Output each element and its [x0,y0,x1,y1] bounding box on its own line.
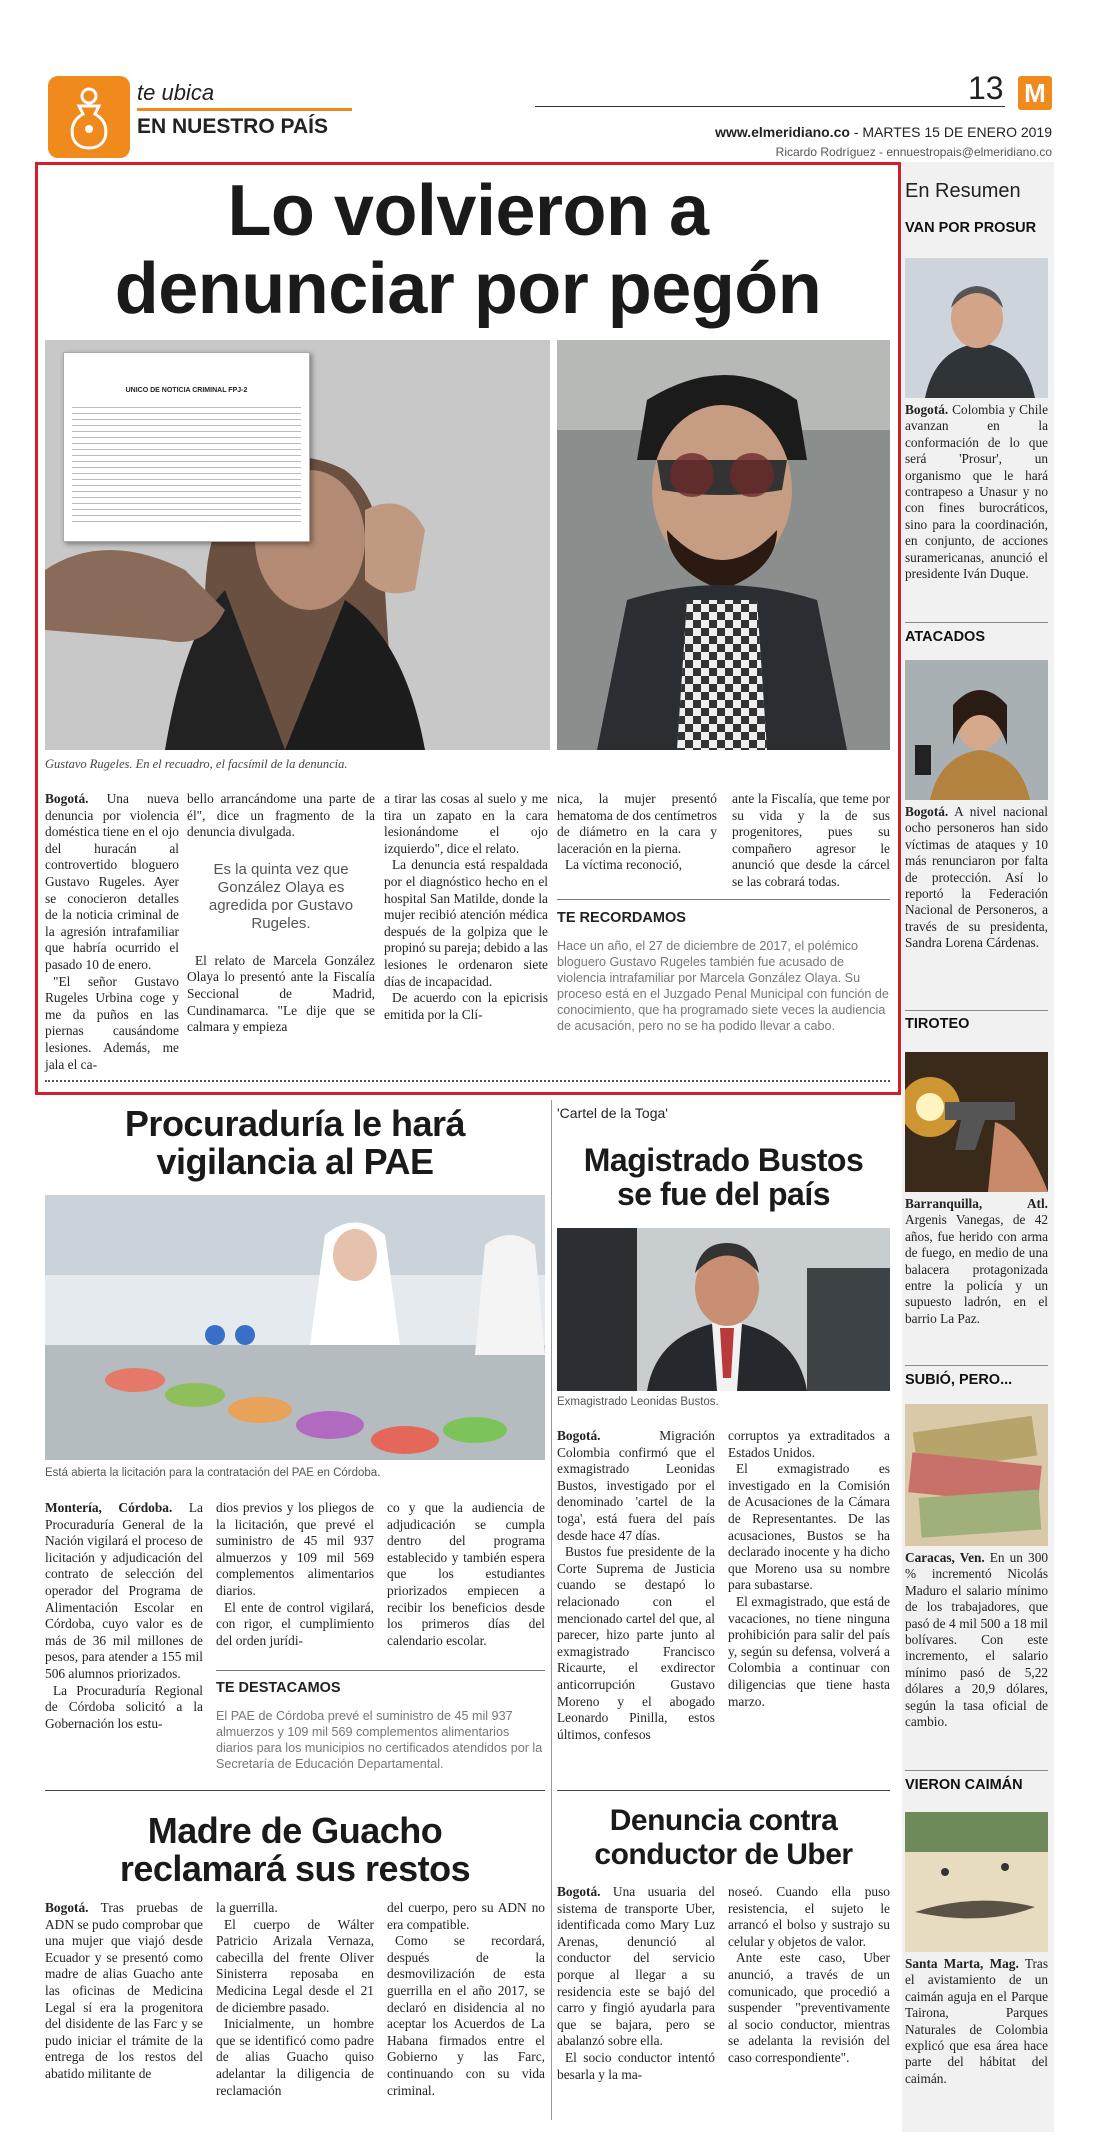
sidebar-rule-1 [905,622,1048,623]
bustos-headline [557,1143,890,1211]
uber-col2b-text: Ante este caso, Uber anunció, a través de un comunicado, que procedió a suspender "preventivamente al socio conductor, mientras se adelanta la revisión del caso correspondiente". [728,1950,890,2065]
guacho-headline [40,1812,550,1888]
bustos-dateline: Bogotá. [557,1428,601,1443]
guacho-dateline: Bogotá. [45,1900,89,1915]
uber-headline-line1: Denuncia contra [609,1804,838,1837]
main-col4b-text: La víctima reconoció, [565,857,683,873]
guacho-col2a-text: la guerrilla. [216,1900,278,1915]
pae-photo-caption: Está abierta la licitación para la contratación del PAE en Córdoba. [45,1467,381,1479]
sidebar-rule-2 [905,1010,1048,1011]
byline: Ricardo Rodríguez - ennuestropais@elmeridiano.co [775,145,1052,159]
pae-box-rule [216,1670,545,1671]
te-destacamos-title: TE DESTACAMOS [216,1680,341,1696]
uber-headline-line2: conductor de Uber [594,1838,853,1871]
main-col2b-text: El relato de Marcela González Olaya lo presentó ante la Fiscalía Seccional de Madrid, Cundinamarca. "Le dije que se calmara y empieza [187,952,375,1035]
pae-dateline: Montería, Córdoba. [45,1500,173,1515]
main-col-4 [557,791,717,874]
section-logo [48,76,130,158]
bustos-col2a-text: corruptos ya extraditados a Estados Unidos. [728,1428,890,1460]
bustos-photo-illustration [557,1228,890,1391]
main-col4a-text: nica, la mujer presentó hematoma de dos centímetros de diámetro en la cara y laceración en la pierna. [557,791,717,856]
sidebar-lead-subio: Caracas, Ven. [905,1550,985,1565]
sidebar-body-caiman: Tras el avistamiento de un caimán aguja en el Parque Tairona, Parques Naturales de Colombia explicó que esa área hace parte del hábitat del caimán. [905,1956,1048,2086]
money-photo-illustration [905,1404,1048,1546]
pae-bottom-rule [45,1790,545,1791]
pull-quote: Es la quinta vez que González Olaya es agredida por Gustavo Rugeles. [208,860,354,932]
main-col3c-text: De acuerdo con la epicrisis emitida por la Clí- [384,990,548,1022]
pae-col2a-text: dios previos y los pliegos de la licitación, que prevé el suministro de 45 mil 937 almuerzos y 109 mil 569 complementos alimentarios diarios. [216,1500,374,1598]
uber-dateline: Bogotá. [557,1884,601,1899]
uber-headline [557,1804,890,1872]
page-number: 13 [968,70,1004,106]
uber-col2a-text: noseó. Cuando ella puso resistencia, el sujeto le arrancó el bolso y sustrajo su celular y objetos de valor. [728,1884,890,1949]
brand-letter: M [1024,78,1046,108]
te-recordamos-title: TE RECORDAMOS [557,910,686,926]
pae-col-1 [45,1500,203,1732]
guacho-col-1 [45,1900,203,2083]
pae-photo [45,1195,545,1460]
sidebar-head-subio: SUBIÓ, PERO... [905,1372,1013,1388]
pae-headline-line2: vigilancia al PAE [156,1141,434,1182]
bustos-col-1 [557,1428,715,1743]
main-col2a-text: bello arrancándome una parte de él", dice un fragmento de la denuncia divulgada. [187,791,375,840]
caiman-photo [905,1812,1048,1952]
bustos-col2b-text: El exmagistrado es investigado en la Comisión de Acusaciones de la Cámara de Representantes. De las acusaciones, Bustos se ha declarado inocente y ha dicho que Moreno usa su nombre para subastarse. [728,1461,890,1593]
bustos-photo-caption: Exmagistrado Leonidas Bustos. [557,1396,719,1408]
sidebar-title: En Resumen [905,180,1021,202]
document-lines [72,402,301,522]
guacho-col-3 [387,1900,545,2099]
sidebar-text-caiman [905,1956,1048,2087]
rugeles-photo [557,340,890,750]
guacho-col-2 [216,1900,374,2099]
sidebar-head-prosur: VAN POR PROSUR [905,220,1037,236]
main-col-2 [187,791,375,1036]
sidebar-body-prosur: Colombia y Chile avanzan en la conformación de lo que será 'Prosur', un organismo que le hará contrapeso a Unasur y no con fines burocráticos, sino para la coordinación, en conjunto, de acciones suramericanas, anunció el presidente Iván Duque. [905,402,1048,582]
guacho-col3a-text: del cuerpo, pero su ADN no era compatible. [387,1900,545,1932]
column-divider [551,1100,552,2120]
sidebar-lead-caiman: Santa Marta, Mag. [905,1956,1019,1971]
bustos-photo [557,1228,890,1391]
uber-col1-text: Una usuaria del sistema de transporte Uber, identificada como Mary Luz Arenas, denunció al conductor del servicio porque al llegar a su residencia este se bajó del carro y fingió ayudarla para que se bajara, pero se abalanzó sobre ella. [557,1884,715,2049]
guacho-col2c-text: Inicialmente, un hombre que se identificó como padre de alias Guacho quiso adelantar la diligencia de reclamación [216,2016,374,2098]
uber-col-1 [557,1884,715,2083]
main-col3a-text: a tirar las cosas al suelo y me tira un zapato en la cara lesionándome el ojo izquierdo", dice el relato. [384,791,548,856]
main-col5a-text: ante la Fiscalía, que teme por su vida y la de sus progenitores, pues su compañero agresor le anunció que desde la cárcel se las cobrará todas. [732,791,890,889]
bustos-col1b-text: Bustos fue presidente de la Corte Suprema de Justicia cuando se destapó lo relacionado con el mencionado cartel del que, al parecer, hizo parte junto al exmagistrado Francisco Ricaurte, el exdirector anticorrupción Gustavo Moreno y el abogado Leonardo Pinilla, estos últimos, confesos [557,1544,715,1742]
pae-col2b-text: El ente de control vigilará, con rigor, el cumplimiento del orden jurídi- [216,1599,374,1648]
main-headline-line1: Lo volvieron a [227,171,709,251]
sidebar-text-tiroteo [905,1196,1048,1327]
sidebar-head-caiman: VIERON CAIMÁN [905,1777,1023,1793]
pae-col-2 [216,1500,374,1649]
sidebar-rule-3 [905,1365,1048,1366]
uber-col1b-text: El socio conductor intentó besarla y la ma- [557,2049,715,2082]
pae-col3a-text: co y que la audiencia de adjudicación se cumpla dentro del programa establecido y también espera que los estudiantes priorizados empiecen a recibir los beneficios desde los primeros días del calendario escolar. [387,1500,545,1648]
duque-photo [905,258,1048,398]
bustos-col-2 [728,1428,890,1710]
rugeles-photo-illustration [557,340,890,750]
main-col-3 [384,791,548,1023]
bustos-bottom-rule [557,1790,890,1791]
bustos-headline-line2: se fue del país [616,1176,831,1212]
main-col-5 [732,791,890,891]
victim-photo [45,340,550,750]
sidebar-text-subio [905,1550,1048,1730]
te-recordamos-text: Hace un año, el 27 de diciembre de 2017, el polémico bloguero Gustavo Rugeles también fue acusado de violencia intrafamiliar por Marcela González Olaya. Su proceso está en el Juzgado Penal Municipal con función de conocimiento, que ha programado siete veces la audiencia de acusación, pero no se ha podido llevar a cabo. [557,939,889,1033]
main-col3b-text: La denuncia está respaldada por el diagnóstico hecho en el hospital San Matilde, donde la mujer recibió atención médica después de la golpiza que le propinó su pareja; debido a las lesiones le ordenaron siete días de incapacidad. [384,857,548,989]
guacho-headline-line2: reclamará sus restos [119,1848,471,1889]
cardenas-photo-illustration [905,660,1048,800]
header-rule [535,106,1005,107]
duque-photo-illustration [905,258,1048,398]
website[interactable]: www.elmeridiano.co [715,124,850,140]
pae-col1-text: La Procuraduría General de la Nación vigilará el proceso de licitación y adjudicación del contrato de selección del operador del Programa de Alimentación Escolar en Córdoba, cuyo valor es de más de 36 mil millones de pesos, para atender a 155 mil 506 alumnos priorizados. [45,1500,203,1681]
section-divider [137,108,352,111]
gun-photo-illustration [905,1052,1048,1192]
date: - MARTES 15 DE ENERO 2019 [849,124,1052,140]
pae-col1b-text: La Procuraduría Regional de Córdoba solicitó a la Gobernación los estu- [45,1682,203,1731]
cardenas-photo [905,660,1048,800]
sidebar-lead-prosur: Bogotá. [905,402,949,417]
section-small: te ubica [137,80,215,105]
uber-col-2 [728,1884,890,2067]
sidebar-body-atacados: A nivel nacional ocho personeros han sido víctimas de ataques y 10 más renunciaron por falta de protección. Así lo reportó la Federación Nacional de Personeros, a través de su presidenta, Sandra Lorena Cárdenas. [905,804,1048,951]
bustos-col2c-text: El exmagistrado, que está de vacaciones, no tiene ninguna prohibición para salir del país y, según su defensa, volverá a Colombia a continuar con diligencias que tiene hasta marzo. [728,1593,890,1709]
section-big: EN NUESTRO PAÍS [137,115,328,138]
guacho-col3b-text: Como se recordará, después de la desmovilización de esta guerrilla en el año 2017, se declaró en disidencia al no aceptar los Acuerdos de La Habana firmados entre el Gobierno y las Farc, continuando con su vida criminal. [387,1933,545,2098]
main-col1-text: Una nueva denuncia por violencia doméstica tiene en el ojo del huracán al controvertido bloguero Gustavo Rugeles. Ayer se conocieron detalles de la noticia criminal de la agresión intrafamiliar que habría ocurrido el pasado 10 de enero. [45,791,179,972]
document-facsimile [63,352,310,542]
bustos-headline-line1: Magistrado Bustos [583,1142,864,1178]
sidebar-text-prosur [905,402,1048,582]
main-photo-caption: Gustavo Rugeles. En el recuadro, el facsímil de la denuncia. [45,757,348,771]
sidebar-text-atacados [905,804,1048,952]
pae-headline [40,1105,550,1181]
sidebar-body-subio: En un 300 % incrementó Nicolás Maduro el salario mínimo de los trabajadores, que pasó de 4 mil 500 a 18 mil bolívares. Con este incremento, el salario mínimo pasó de 5,22 dólares a 20,9 dólares, según la tasa oficial de cambio. [905,1550,1048,1730]
sidebar-rule-4 [905,1770,1048,1771]
te-destacamos-text: El PAE de Córdoba prevé el suministro de 45 mil 937 almuerzos y 109 mil 569 complementos alimentarios diarios para los municipios no certificados atendidos por la Secretaría de Educación Departamental. [216,1709,543,1771]
pae-photo-illustration [45,1195,545,1460]
main-bottom-dots [45,1080,890,1082]
dateline [600,124,1052,140]
main-headline-line2: denunciar por pegón [114,249,822,329]
sidebar-lead-tiroteo: Barranquilla, Atl. [905,1196,1048,1211]
main-col-1 [45,791,179,1073]
sidebar-head-atacados: ATACADOS [905,629,986,645]
document-title: UNICO DE NOTICIA CRIMINAL FPJ-2 [125,387,248,394]
main-col1b-text: "El señor Gustavo Rugeles Urbina coge y me da puños en las piernas causándome lesiones. Además, me jala el ca- [45,973,179,1072]
box-rule [557,899,890,900]
sidebar-head-tiroteo: TIROTEO [905,1016,970,1032]
pae-headline-line1: Procuraduría le hará [124,1103,466,1144]
bustos-col1-text: Migración Colombia confirmó que el exmagistrado Leonidas Bustos, investigado por el denominado 'cartel de la toga', está fuera del país desde hace 47 días. [557,1428,715,1543]
guacho-col1-text: Tras pruebas de ADN se pudo comprobar que una mujer que viajó desde Ecuador y se presentó como madre de alias Guacho ante las oficinas de Medicina Legal sí era la progenitora del disidente de las Farc y se pudo iniciar el trámite de la entrega de los restos del abatido militante de [45,1900,203,2081]
main-dateline: Bogotá. [45,791,89,806]
caiman-photo-illustration [905,1812,1048,1952]
brand-logo [1018,76,1052,110]
bustos-kicker: 'Cartel de la Toga' [557,1105,668,1121]
pae-col-3 [387,1500,545,1649]
money-photo [905,1404,1048,1546]
guacho-headline-line1: Madre de Guacho [147,1810,443,1851]
guacho-col2b-text: El cuerpo de Wálter Patricio Arizala Vernaza, cabecilla del frente Oliver Sinisterra reposaba en Medicina Legal desde el 21 de diciembre pasado. [216,1916,374,2015]
main-headline [45,172,891,328]
gun-photo [905,1052,1048,1192]
sidebar-lead-atacados: Bogotá. [905,804,949,819]
sidebar-body-tiroteo: Argenis Vanegas, de 42 años, fue herido con arma de fuego, en medio de una balacera protagonizada entre la policía y un supuesto ladrón, en el barrio La Paz. [905,1212,1048,1326]
vase-icon [48,76,130,158]
